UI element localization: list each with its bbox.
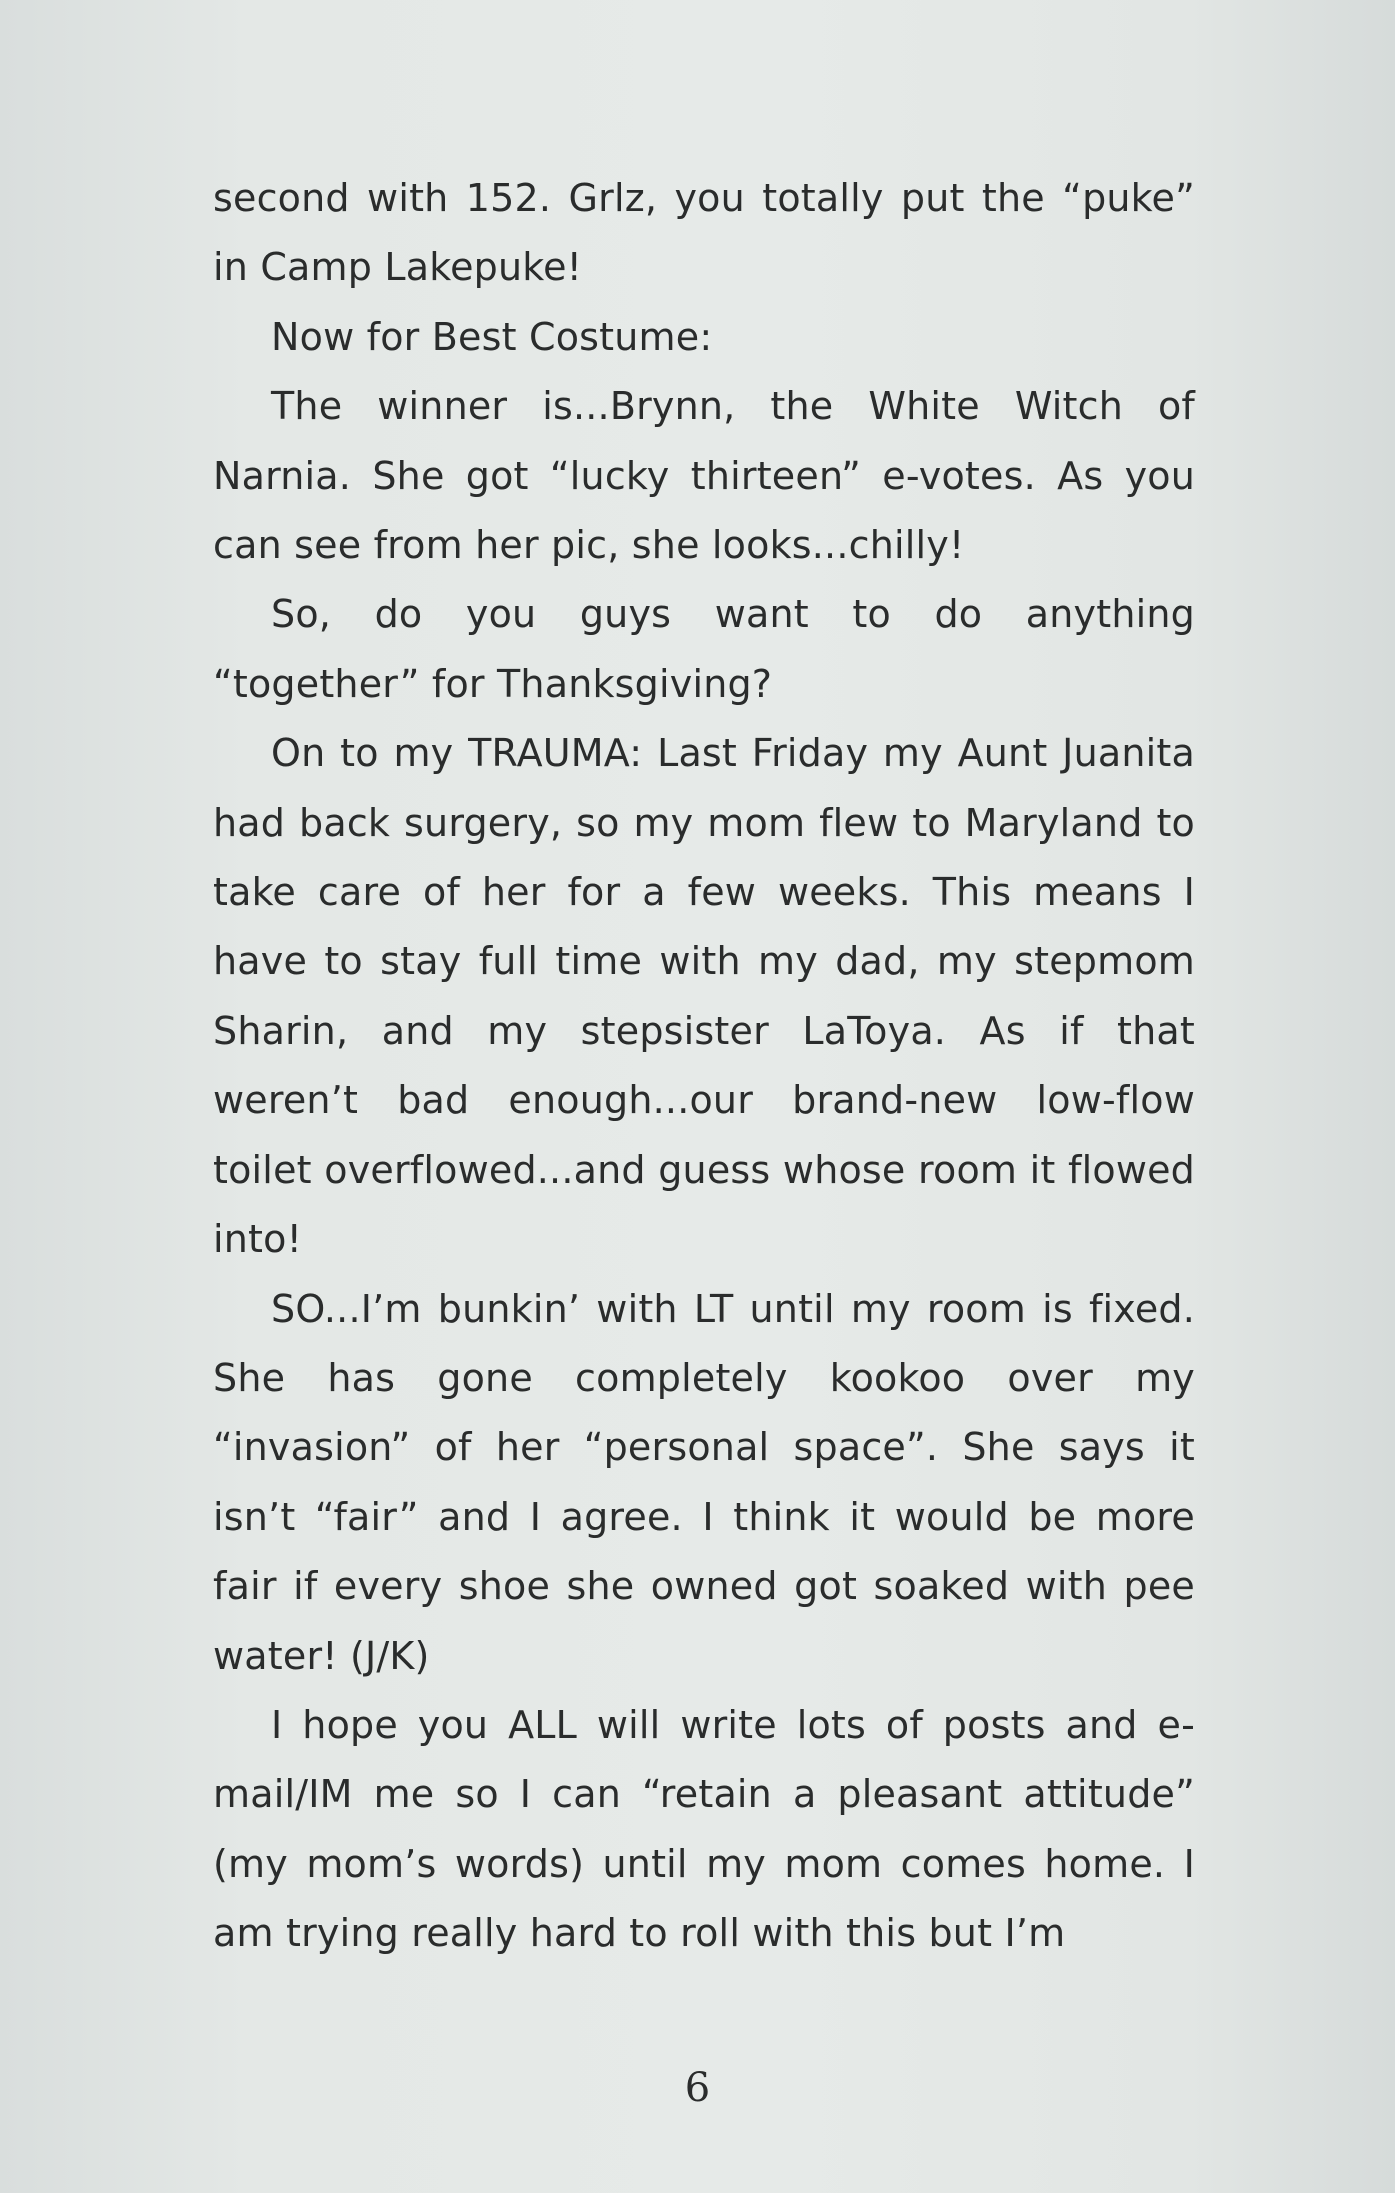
paragraph-3: The winner is...Brynn, the White Witch of Narnia. She got “lucky thirteen” e-votes. As you can see from her pic, she looks...chilly! [213, 384, 1195, 568]
body-text [213, 164, 1195, 1969]
paragraph-1: second with 152. Grlz, you totally put the “puke” in Camp Lakepuke! [213, 176, 1195, 290]
paragraph-6: SO...I’m bunkin’ with LT until my room is fixed. She has gone completely kookoo over my “invasion” of her “personal space”. She says it isn’t “fair” and I agree. I think it would be more fair if every shoe she owned got soaked with pee water! (J/K) [213, 1286, 1195, 1678]
page-number: 6 [684, 2065, 711, 2111]
paragraph-2: Now for Best Costume: [271, 314, 713, 359]
paragraph-4: So, do you guys want to do anything “together” for Thanksgiving? [213, 592, 1195, 706]
paragraph-5: On to my TRAUMA: Last Friday my Aunt Juanita had back surgery, so my mom flew to Maryland to take care of her for a few weeks. This means I have to stay full time with my dad, my stepmom Sharin, and my stepsister LaToya. As if that weren’t bad enough...our brand-new low-flow toilet overflowed...and guess whose room it flowed into! [213, 731, 1195, 1262]
paragraph-7: I hope you ALL will write lots of posts and e-mail/IM me so I can “retain a pleasant attitude” (my mom’s words) until my mom comes home. I am trying really hard to roll with this but I’m [213, 1702, 1195, 1956]
